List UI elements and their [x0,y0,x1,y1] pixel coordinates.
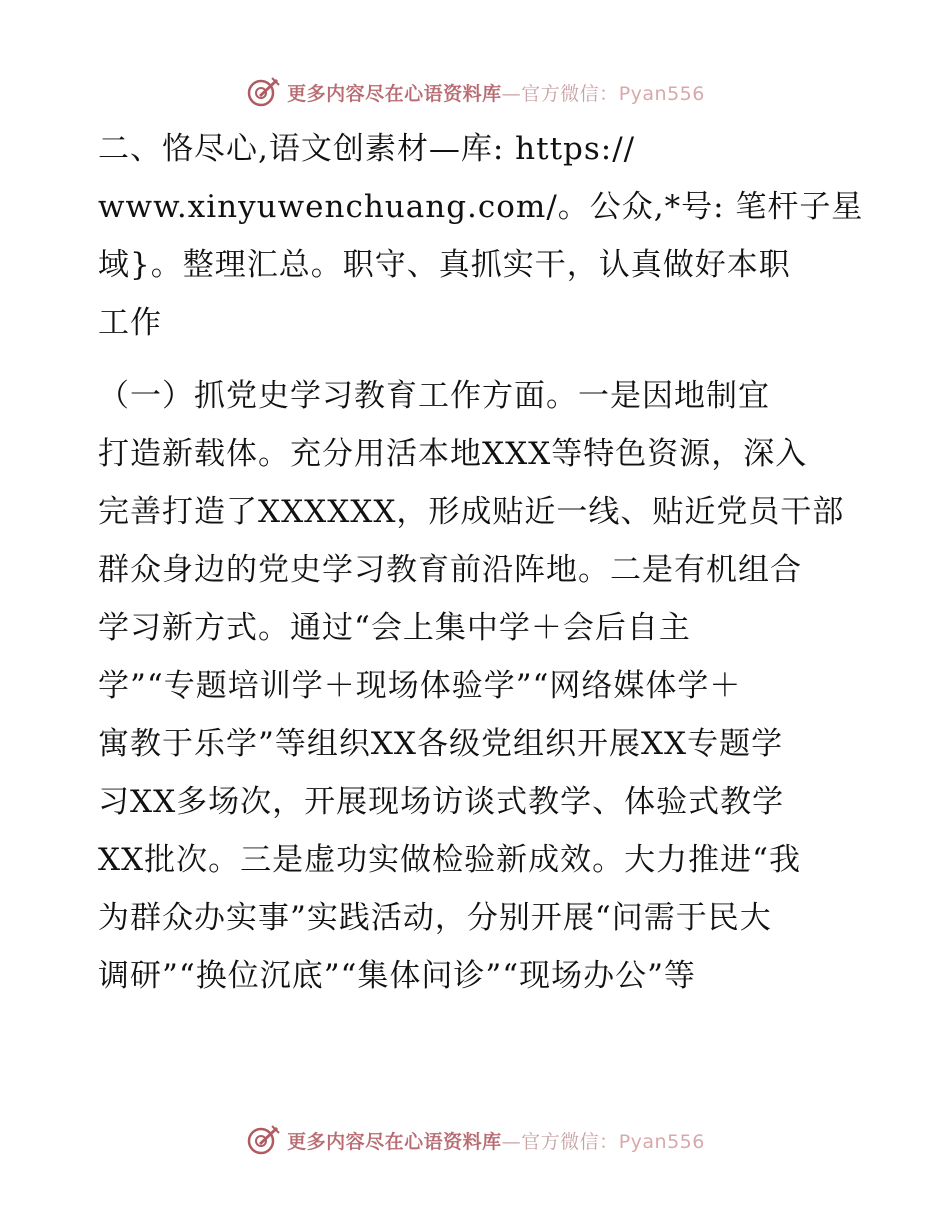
pen-logo-icon [245,74,281,110]
paragraph-line: 寓教于乐学”等组织XX各级党组织开展XX专题学 [98,726,784,762]
paragraph-line: 习XX多场次，开展现场访谈式教学、体验式教学 [98,784,785,820]
paragraph-line: 完善打造了XXXXXX，形成贴近一线、贴近党员干部 [98,494,845,530]
watermark-brand: 更多内容尽在心语资料库 [287,82,502,105]
heading-line: 域}。整理汇总。职守、真抓实干，认真做好本职 [98,247,791,283]
heading-line: 二、恪尽心,语文创素材—库: https:// [98,131,636,167]
watermark-wechat-id: Pyan556 [618,82,705,105]
paragraph-line: XX批次。三是虚功实做检验新成效。大力推进“我 [98,842,801,878]
watermark-text [287,1127,705,1154]
heading-line: www.xinyuwenchuang.com/。公众,*号: 笔杆子星 [98,189,864,225]
pen-logo-icon [245,1122,281,1158]
watermark-wechat-id: Pyan556 [618,1130,705,1153]
header-watermark [0,72,950,112]
watermark-text [287,79,705,106]
watermark-brand: 更多内容尽在心语资料库 [287,1130,502,1153]
watermark-separator: — [501,1130,522,1153]
watermark-separator: — [501,82,522,105]
watermark-official: 官方微信： [521,1130,619,1153]
footer-watermark [0,1120,950,1160]
heading-line: 工作 [98,305,162,341]
paragraph-line: 群众身边的党史学习教育前沿阵地。二是有机组合 [98,552,802,588]
paragraph-line: 学习新方式。通过“会上集中学＋会后自主 [98,610,691,646]
paragraph-line: （一）抓党史学习教育工作方面。一是因地制宜 [98,378,770,414]
paragraph-line: 为群众办实事”实践活动，分别开展“问需于民大 [98,900,772,936]
paragraph-line: 学”“专题培训学＋现场体验学”“网络媒体学＋ [98,668,742,704]
paragraph-line: 打造新载体。充分用活本地XXX等特色资源，深入 [98,436,808,472]
paragraph-line: 调研”“换位沉底”“集体问诊”“现场办公”等 [98,958,696,994]
watermark-official: 官方微信： [521,82,619,105]
